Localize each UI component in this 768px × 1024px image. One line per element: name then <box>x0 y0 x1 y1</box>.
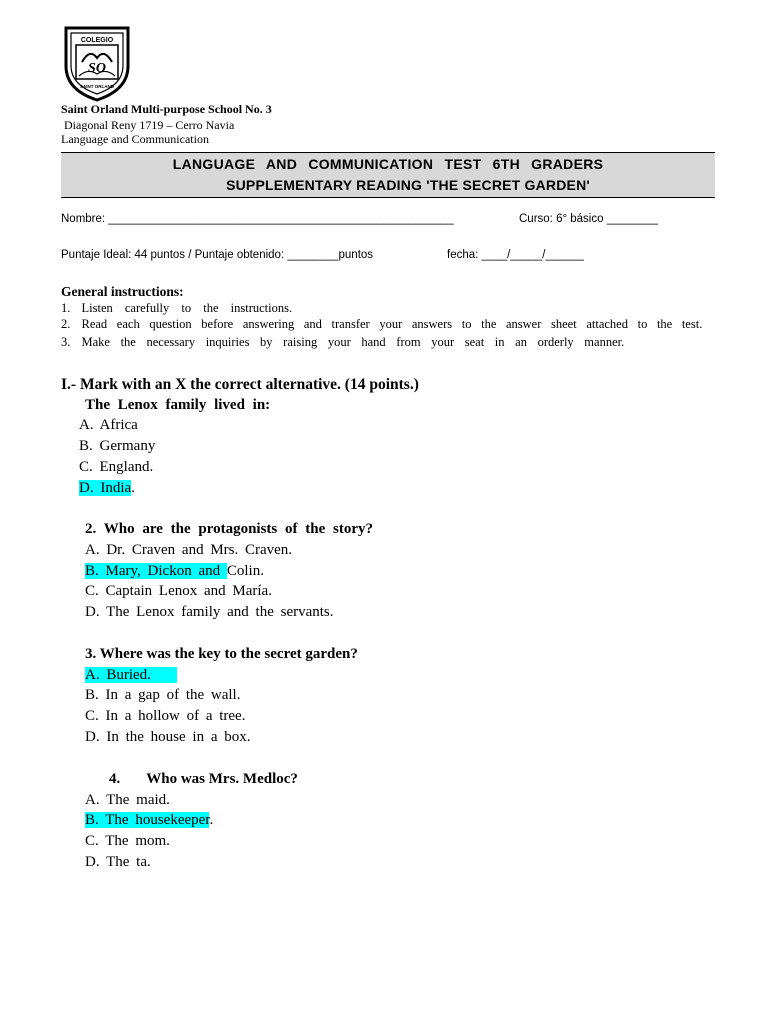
q1-option-b[interactable] <box>79 438 155 455</box>
instruction-number: 1. <box>61 301 71 315</box>
option-letter: A. <box>79 417 94 433</box>
highlighted-answer <box>79 480 131 496</box>
option-text: India <box>100 480 132 496</box>
name-field[interactable]: Nombre: ______________________________________________________ <box>61 213 454 225</box>
option-letter: C. <box>85 583 99 599</box>
instruction-item <box>61 335 761 350</box>
option-letter: D. <box>85 729 100 745</box>
option-text: The maid. <box>106 792 170 808</box>
q2-option-b[interactable] <box>85 563 264 580</box>
q4-option-d[interactable] <box>85 854 151 871</box>
svg-text:SO: SO <box>88 61 106 76</box>
option-letter: D. <box>85 854 100 870</box>
date-field[interactable]: fecha: ____/_____/______ <box>447 249 584 261</box>
question-1: The Lenox family lived in: <box>85 397 271 413</box>
instruction-text: Listen carefully to the instructions. <box>81 301 293 315</box>
school-name: Saint Orland Multi-purpose School No. 3 <box>61 102 272 116</box>
option-text: Africa <box>99 417 138 433</box>
score-field[interactable]: Puntaje Ideal: 44 puntos / Puntaje obtenido: ________puntos <box>61 249 374 261</box>
option-letter: C. <box>79 459 93 475</box>
option-letter: B. <box>85 812 99 828</box>
option-text: The ta. <box>106 854 151 870</box>
q4-option-b[interactable] <box>85 812 213 829</box>
q1-option-d[interactable] <box>79 480 135 497</box>
q3-option-d[interactable] <box>85 729 250 746</box>
highlighted-answer <box>85 563 227 579</box>
section-heading: I.- Mark with an X the correct alternative. (14 points.) <box>61 376 419 393</box>
q2-option-a[interactable] <box>85 542 292 559</box>
q4-option-a[interactable] <box>85 792 170 809</box>
option-letter: C. <box>85 833 99 849</box>
option-text: The housekeeper <box>105 812 210 828</box>
option-letter: D. <box>79 480 94 496</box>
instruction-item <box>61 317 761 332</box>
question-3: 3. Where was the key to the secret garden? <box>85 646 358 662</box>
option-letter: B. <box>85 687 99 703</box>
highlighted-answer <box>85 667 177 683</box>
option-letter: A. <box>85 667 100 683</box>
option-letter: B. <box>85 563 99 579</box>
q2-option-d[interactable] <box>85 604 334 621</box>
instruction-number: 3. <box>61 335 71 349</box>
option-letter: A. <box>85 792 100 808</box>
highlighted-answer <box>85 812 209 828</box>
course-field[interactable]: Curso: 6° básico ________ <box>519 213 658 225</box>
question-number: 4. <box>109 771 121 787</box>
option-letter: C. <box>85 708 99 724</box>
instruction-number: 2. <box>61 317 71 331</box>
option-letter: D. <box>85 604 100 620</box>
q1-option-c[interactable] <box>79 459 153 476</box>
option-text: In a hollow of a tree. <box>105 708 246 724</box>
test-title-band <box>61 152 715 198</box>
option-text: In the house in a box. <box>106 729 251 745</box>
question-text: Who was Mrs. Medloc? <box>146 771 298 787</box>
option-text-rest: Colin. <box>226 563 264 579</box>
logo-text-bottom: SAINT ORLAND <box>80 84 114 89</box>
option-text: Mary, Dickon and <box>105 563 227 579</box>
q1-option-a[interactable] <box>79 417 138 434</box>
option-text: Germany <box>99 438 156 454</box>
q3-option-a[interactable] <box>85 667 177 684</box>
option-text: In a gap of the wall. <box>105 687 241 703</box>
question-2: 2. Who are the protagonists of the story? <box>85 521 373 537</box>
instruction-text: Make the necessary inquiries by raising your hand from your seat in an orderly manner. <box>81 335 625 349</box>
option-text: The mom. <box>105 833 170 849</box>
option-letter: B. <box>79 438 93 454</box>
question-4 <box>109 771 298 788</box>
school-address: Diagonal Reny 1719 – Cerro Navia <box>64 118 235 132</box>
option-text: Buried. <box>106 667 151 683</box>
logo-text-top: COLEGIO <box>80 37 114 44</box>
q4-option-c[interactable] <box>85 833 170 850</box>
option-text: England. <box>99 459 154 475</box>
option-text-rest: . <box>209 812 214 828</box>
option-text: The Lenox family and the servants. <box>106 604 334 620</box>
school-crest-logo <box>60 24 134 102</box>
option-text-rest: . <box>131 480 135 496</box>
instruction-item <box>61 301 761 316</box>
test-title-line2: SUPPLEMENTARY READING 'THE SECRET GARDEN' <box>226 177 590 193</box>
option-letter: A. <box>85 542 100 558</box>
subject-name: Language and Communication <box>61 132 209 146</box>
test-title-line1: LANGUAGE AND COMMUNICATION TEST 6TH GRADERS <box>172 156 604 172</box>
q2-option-c[interactable] <box>85 583 272 600</box>
instructions-heading: General instructions: <box>61 284 184 299</box>
q3-option-c[interactable] <box>85 708 245 725</box>
q3-option-b[interactable] <box>85 687 240 704</box>
instruction-text: Read each question before answering and transfer your answers to the answer sheet attached to the test. <box>81 317 703 331</box>
option-text: Dr. Craven and Mrs. Craven. <box>106 542 293 558</box>
option-text: Captain Lenox and María. <box>105 583 272 599</box>
